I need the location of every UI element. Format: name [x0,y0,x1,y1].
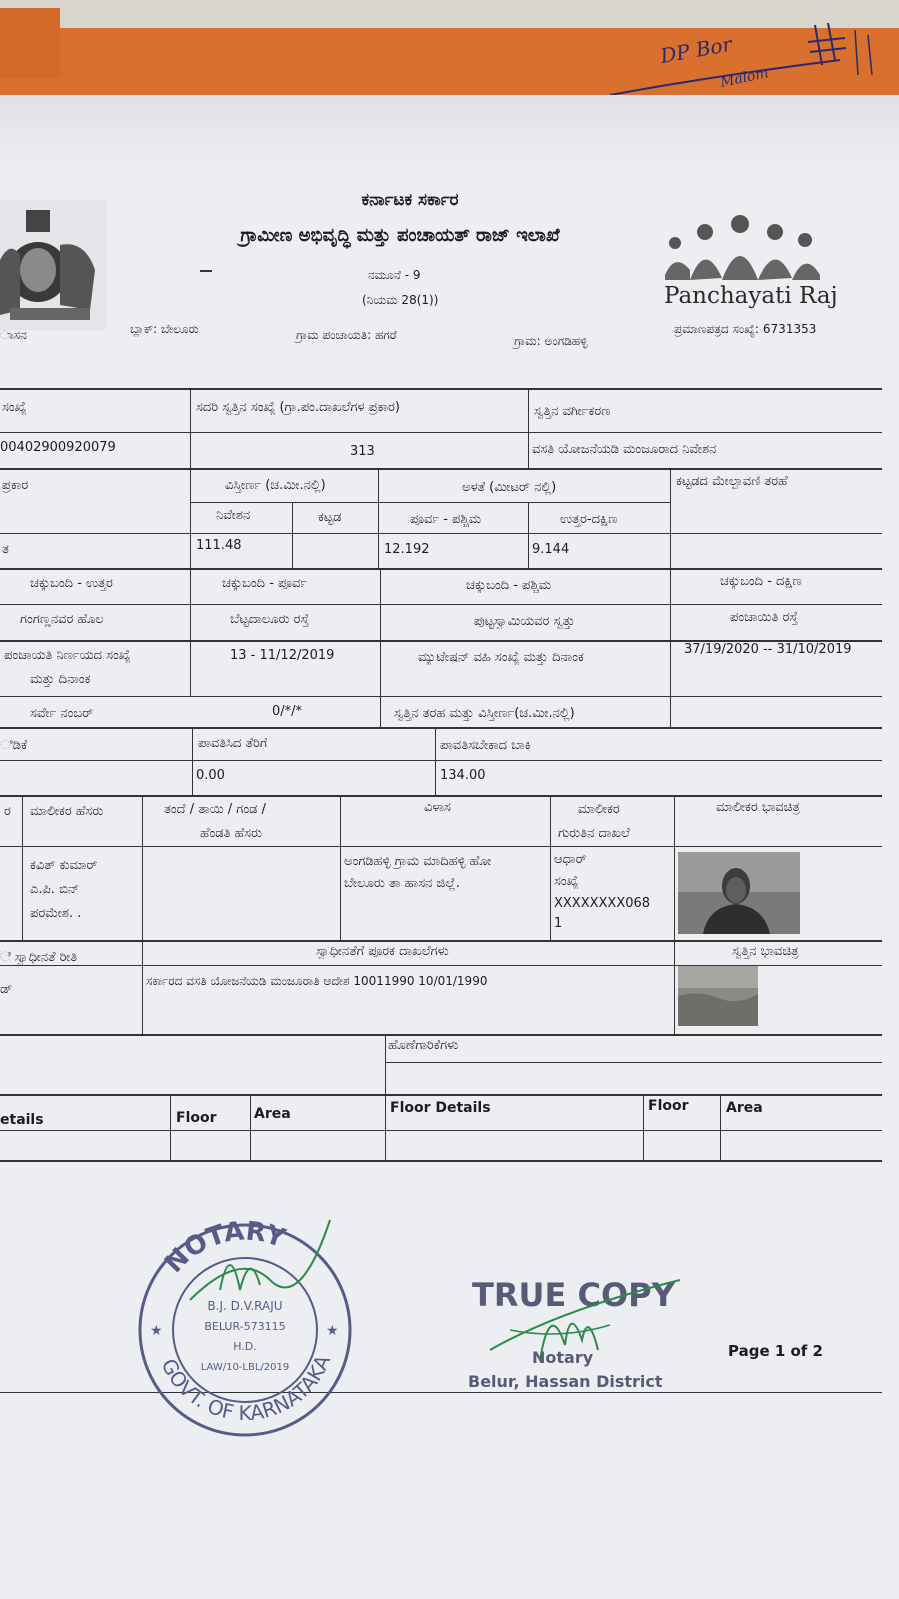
owner-id-line-2: ಸಂಖ್ಯೆ [554,874,579,889]
form-number: ನಮೂನೆ - 9 [368,268,421,282]
tax-due-header: ಪಾವತಿಸಬೇಕಾದ ಬಾಕಿ [440,738,531,753]
true-copy-title: TRUE COPY [472,1276,675,1314]
gram-panchayat: ಗ್ರಾಮ ಪಂಚಾಯತಿ: ಹಗರೆ [296,328,397,342]
owner-cut-header: ರ [4,804,11,819]
possession-mode-value: ಡ್ [0,982,13,997]
certificate-number: ಪ್ರಮಾಣಪತ್ರದ ಸಂಖ್ಯೆ: 6731353 [674,322,817,336]
tax-paid-header: ಪಾವತಿಸಿದ ತೆರಿಗೆ [198,736,268,751]
page-number: Page 1 of 2 [728,1342,823,1360]
notary-stamp-icon [130,1210,360,1440]
owner-id-header: ಮಾಲೀಕರ [578,802,620,817]
property-area-header: ಸ್ವತ್ತಿನ ತರಹ ಮತ್ತು ವಿಸ್ತೀರ್ಣ(ಚ.ಮೀ.ನಲ್ಲಿ) [394,706,575,721]
prop-id-header: ಸಂಖ್ಯೆ [2,400,27,415]
resolution-header-2: ಮತ್ತು ದಿನಾಂಕ [30,672,91,687]
department-title: ಗ್ರಾಮೀಣ ಅಭಿವೃದ್ಧಿ ಮತ್ತು ಪಂಚಾಯತ್ ರಾಜ್ ಇಲಾಖೆ [240,225,560,246]
boundary-south-value: ಪಂಚಾಯಿತಿ ರಸ್ತೆ [730,610,798,625]
govt-title: ಕರ್ನಾಟಕ ಸರ್ಕಾರ [361,190,459,210]
owner-photo-header: ಮಾಲೀಕರ ಭಾವಚಿತ್ರ [716,800,800,815]
mutation-header: ಮ್ಯುಟೇಷನ್ ವಹಿ ಸಂಖ್ಯೆ ಮತ್ತು ದಿನಾಂಕ [418,650,584,665]
notary-signature [470,1270,690,1380]
address-line-2: ಬೇಲೂರು ತಾ ಹಾಸನ ಜಿಲ್ಲೆ. [344,876,460,891]
rule-number: (ನಿಯಮ 28(1)) [362,293,439,307]
owner-id-line-3: XXXXXXXX068 [554,896,651,911]
owner-id-line-1: ಆಧಾರ್ [554,852,587,867]
handwriting-strokes [600,20,899,100]
header-left-cut: ಾಸನ [0,328,27,342]
type-header: ಪ್ರಕಾರ [2,478,29,493]
floor-header-left: Floor [176,1110,217,1126]
property-photo [678,966,758,1026]
owner-photo [678,852,800,934]
stamp-place: BELUR-573115 [204,1320,286,1333]
tax-left-header: ಿಡಿಕೆ [0,738,28,753]
block-name: ಬ್ಲಾಕ್: ಬೇಲೂರು [130,322,199,336]
svg-text:★: ★ [150,1323,163,1339]
owner-name-header: ಮಾಲೀಕರ ಹೆಸರು [30,804,104,819]
karnataka-emblem-icon [0,200,106,330]
area-header-right: Area [726,1100,763,1116]
possession-docs-value: ಸರ್ಕಾರದ ವಸತಿ ಯೋಜನೆಯಡಿ ಮಂಜೂರಾತಿ ಆದೇಶ 10011990 10/01/1990 [146,974,488,988]
area-header-left: Area [254,1106,291,1122]
prop-number-header: ಸದರಿ ಸ್ವತ್ತಿನ ಸಂಖ್ಯೆ (ಗ್ರಾ.ಪಂ.ದಾಖಲೆಗಳ ಪ್ರಕಾರ) [196,400,400,415]
header-dash [200,270,212,272]
possession-docs-header: ಸ್ವಾಧೀನತೆಗೆ ಪೂರಕ ದಾಖಲೆಗಳು [316,944,449,959]
floor-header-right: Floor [648,1098,689,1114]
boundary-west-value: ಪುಟ್ಟಸ್ವಾಮಿಯವರ ಸ್ವತ್ತು [474,614,575,629]
north-south-value: 9.144 [532,542,570,557]
panchayati-raj-logo-icon [660,210,830,285]
measure-header: ಅಳತೆ (ಮೀಟರ್ ನಲ್ಲಿ) [462,480,557,495]
panchayati-raj-logo-text: Panchayati Raj [664,283,838,309]
owner-name-line-3: ಪರಮೇಶ. . [30,906,82,921]
true-copy-role: Notary [532,1348,594,1367]
stamp-dist: H.D. [233,1340,257,1353]
boundary-east-header: ಚಕ್ಕುಬಂದಿ - ಪೂರ್ವ [222,576,308,591]
floor-details-header: Floor Details [390,1100,491,1116]
handwritten-note: DP Bor [658,31,734,69]
folder-tab [0,8,60,78]
stamp-reg: LAW/10-LBL/2019 [200,1362,290,1373]
handwritten-note-sub: Malom [718,65,771,91]
property-photo-header: ಸ್ವತ್ತಿನ ಭಾವಚಿತ್ರ [732,944,799,959]
owner-id-line-4: 1 [554,916,563,931]
address-header: ವಿಳಾಸ [424,800,451,815]
type-value: ತ [2,542,9,557]
stamp-notary-text: NOTARY [159,1216,289,1280]
village-name: ಗ್ರಾಮ: ಅಂಗಡಿಹಳ್ಳಿ [514,334,588,348]
prop-class-value: ವಸತಿ ಯೋಜನೆಯಡಿ ಮಂಜೂರಾದ ನಿವೇಶನ [532,442,717,457]
tax-paid-value: 0.00 [196,768,225,783]
resolution-value: 13 - 11/12/2019 [230,648,335,663]
owner-name-line-2: ಎ.ಪಿ. ಬಿನ್ [30,882,80,897]
address-line-1: ಅಂಗಡಿಹಳ್ಳಿ ಗ್ರಾಮ ಮಾದಿಹಳ್ಳಿ ಹೋ [344,854,492,869]
prop-number-value: 313 [350,444,375,459]
survey-value: 0/*/* [272,704,303,719]
stamp-name: B.J. D.V.RAJU [207,1299,283,1313]
possession-mode-header: ೆ ಸ್ವಾಧೀನತೆ ರೀತಿ [0,950,78,965]
true-copy-place: Belur, Hassan District [468,1372,663,1391]
page-shadow [0,95,899,175]
svg-text:NOTARY [159,1216,290,1279]
parent-name-header: ತಂದೆ / ತಾಯಿ / ಗಂಡ / [164,802,266,817]
east-west-header: ಪೂರ್ವ - ಪಶ್ಚಿಮ [410,512,482,527]
mutation-value: 37/19/2020 -- 31/10/2019 [684,642,852,657]
boundary-west-header: ಚಕ್ಕುಬಂದಿ - ಪಶ್ಚಿಮ [466,578,552,593]
tax-due-value: 134.00 [440,768,486,783]
boundary-south-header: ಚಕ್ಕುಬಂದಿ - ದಕ್ಷಿಣ [720,574,802,589]
boundary-north-value: ಗಂಗಣ್ಣನವರ ಹೊಲ [20,612,104,627]
prop-class-header: ಸ್ವತ್ತಿನ ವರ್ಗೀಕರಣ [534,404,611,419]
details-left-header: etails [0,1112,44,1128]
area-header: ವಿಸ್ತೀರ್ಣ (ಚ.ಮೀ.ನಲ್ಲಿ) [225,478,326,493]
site-area-value: 111.48 [196,538,242,553]
resolution-header: ಪಂಚಾಯತಿ ನಿರ್ಣಯದ ಸಂಖ್ಯೆ [4,648,131,663]
parent-name-header-2: ಹೆಂಡತಿ ಹೆಸರು [200,826,263,841]
owner-id-header-2: ಗುರುತಿನ ದಾಖಲೆ [558,826,630,841]
liabilities-header: ಹೊಣೆಗಾರಿಕೆಗಳು [388,1038,459,1053]
site-header: ನಿವೇಶನ [216,508,251,523]
stamp-govt-text: GOVT. OF KARNATAKA [156,1351,336,1426]
owner-name-line-1: ಕವಿತ್ ಕುಮಾರ್ [30,858,98,873]
boundary-east-value: ಬೆಟ್ಟದಾಲೂರು ರಸ್ತೆ [230,612,310,627]
boundary-north-header: ಚಕ್ಕುಬಂದಿ - ಉತ್ತರ [30,576,113,591]
north-south-header: ಉತ್ತರ-ದಕ್ಷಿಣ [560,512,618,527]
prop-id-value: 00402900920079 [0,440,116,455]
east-west-value: 12.192 [384,542,430,557]
building-header: ಕಟ್ಟಡ [318,510,342,525]
survey-header: ಸರ್ವೇ ನಂಬರ್ [30,706,94,721]
roof-type-header: ಕಟ್ಟಡದ ಮೇಲ್ಛಾವಣಿ ತರಹೆ [676,474,788,489]
svg-text:★: ★ [326,1323,339,1339]
